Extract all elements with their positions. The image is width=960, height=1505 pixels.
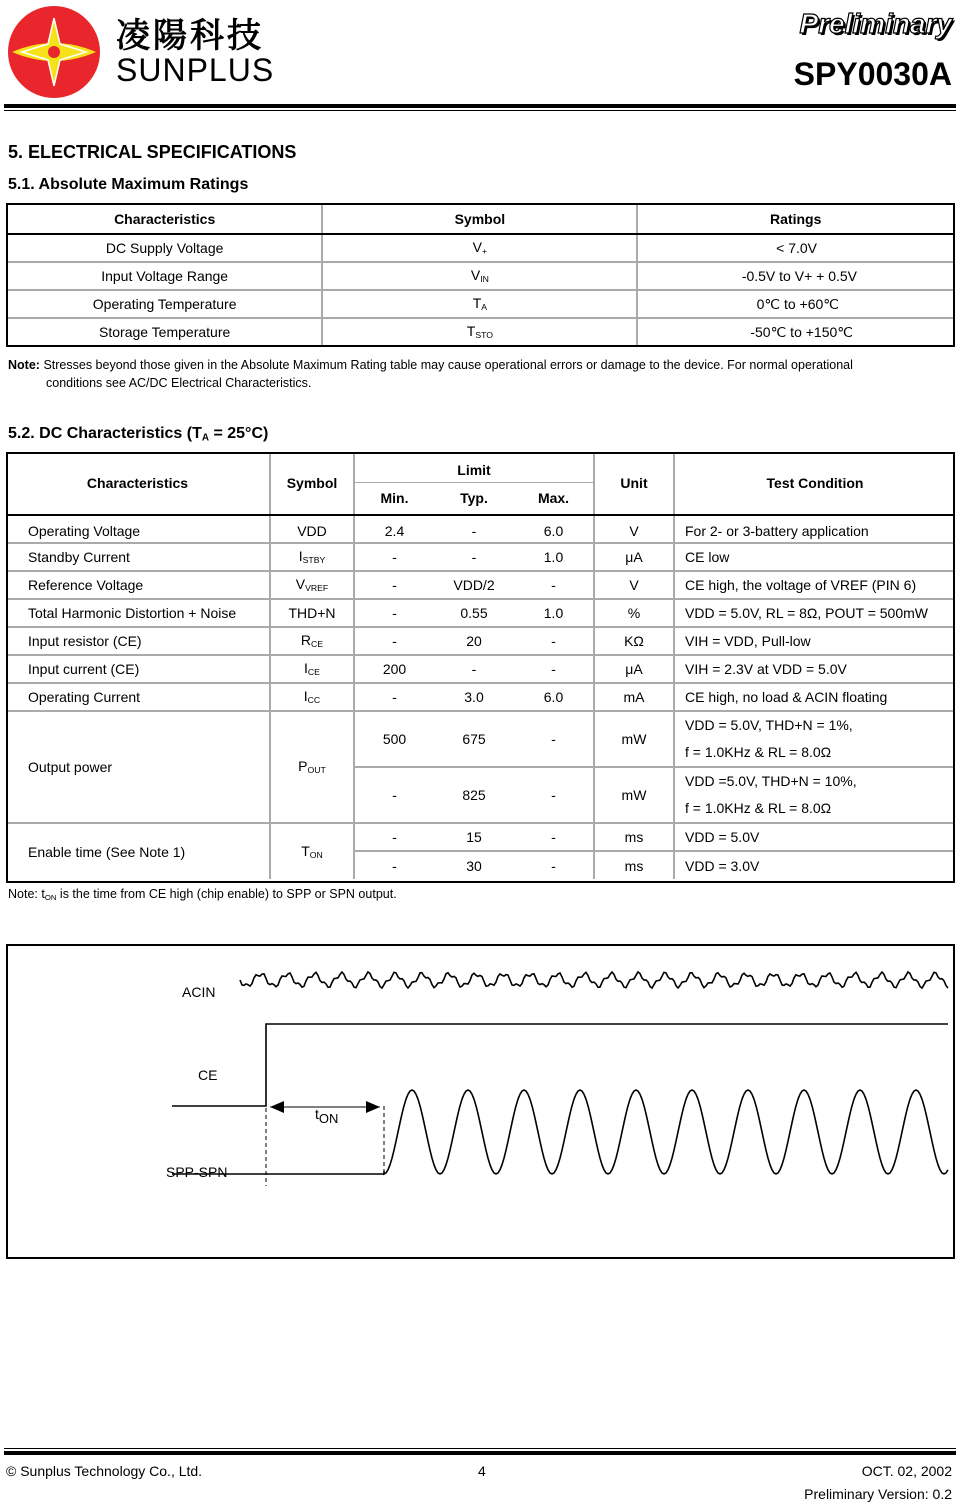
cell-typ: 3.0 <box>464 689 484 705</box>
cell-char: Input current (CE) <box>6 655 270 683</box>
cell-max: 6.0 <box>514 515 594 543</box>
table-row <box>7 290 954 318</box>
cell-unit: ms <box>594 851 674 879</box>
table-row <box>6 655 955 683</box>
company-name-chinese: 凌陽科技 <box>116 16 264 56</box>
cell-max: - <box>514 851 594 879</box>
cell-min: - <box>392 689 397 705</box>
cell-max: - <box>514 711 594 767</box>
cell-symbol: VDD <box>270 515 354 543</box>
cell-unit: % <box>594 599 674 627</box>
ton-arrow-right-icon <box>366 1101 380 1113</box>
note-absolute-max-cont: conditions see AC/DC Electrical Characteristics. <box>46 376 312 390</box>
cell-char: Enable time (See Note 1) <box>6 823 270 879</box>
header-max: Max. <box>514 482 594 515</box>
cell-condition: VDD =5.0V, THD+N = 10%, f = 1.0KHz & RL = 8.0Ω <box>685 773 857 816</box>
cell-symbol: $V_+$ <box>322 234 637 262</box>
table-header-row <box>6 452 955 482</box>
cell-char: Operating Voltage <box>6 515 270 543</box>
part-number: SPY0030A <box>793 56 952 92</box>
cell-rating: -50℃ to +150℃ <box>637 318 954 346</box>
cell-min: - <box>392 829 397 845</box>
dc-characteristics-table <box>6 452 955 879</box>
subsection-dc-characteristics: 5.2. DC Characteristics $(T_A = 25^\circ C)$ <box>8 425 269 444</box>
ce-waveform <box>172 1024 948 1106</box>
acin-waveform <box>240 972 948 988</box>
cell-typ: 30 <box>466 857 482 874</box>
cell-symbol: $P_{OUT}$ <box>270 711 354 823</box>
table-row <box>7 262 954 290</box>
cell-max: 6.0 <box>514 683 594 711</box>
cell-max: - <box>514 571 594 599</box>
cell-max: - <box>514 627 594 655</box>
subsection-absolute-max: 5.1. Absolute Maximum Ratings <box>8 176 249 193</box>
header-symbol: Symbol <box>270 452 354 515</box>
cell-char: Input resistor (CE) <box>6 627 270 655</box>
cell-condition: CE high, the voltage of VREF (PIN 6) <box>685 577 917 593</box>
cell-typ: VDD/2 <box>453 577 495 593</box>
table-row <box>7 318 954 346</box>
ton-label: $t_{ON}$ <box>315 1106 339 1126</box>
cell-char: Input Voltage Range <box>7 262 322 290</box>
company-name-english: SUNPLUS <box>116 52 275 88</box>
absolute-max-table <box>6 203 955 347</box>
note-absolute-max: Note: Stresses beyond those given in the Absolute Maximum Rating table may cause operational errors or damage to the device. For normal operational <box>8 358 853 372</box>
cell-typ: 20 <box>466 633 482 649</box>
table-row <box>6 823 955 851</box>
header-characteristics: Characteristics <box>6 452 270 515</box>
footer-date: OCT. 02, 2002 <box>861 1463 952 1479</box>
cell-unit: V <box>594 571 674 599</box>
header-symbol: Symbol <box>322 204 637 234</box>
cell-unit: ms <box>594 823 674 851</box>
timing-waveforms <box>8 946 953 1257</box>
cell-unit: μA <box>594 543 674 571</box>
cell-unit: mA <box>594 683 674 711</box>
cell-max: 1.0 <box>514 543 594 571</box>
cell-char: Output power <box>6 711 270 823</box>
table-row <box>6 711 955 767</box>
cell-condition: VDD = 5.0V, RL = 8Ω, POUT = 500mW <box>685 605 928 621</box>
table-row <box>6 627 955 655</box>
page-header <box>0 0 960 110</box>
header-unit: Unit <box>594 452 674 515</box>
header-limit: Limit <box>354 452 594 482</box>
footer-rule-thin <box>4 1448 956 1449</box>
cell-min: - <box>392 605 397 621</box>
cell-rating: -0.5V to V+ + 0.5V <box>637 262 954 290</box>
cell-rating: < 7.0V <box>637 234 954 262</box>
table-row <box>6 543 955 571</box>
footer-page-number: 4 <box>478 1463 486 1479</box>
cell-condition: VDD = 5.0V <box>685 829 760 845</box>
ce-label: CE <box>198 1067 218 1083</box>
cell-min: 500 <box>382 731 407 747</box>
header-rule-thick <box>4 104 956 108</box>
cell-symbol: $I_{CE}$ <box>270 655 354 683</box>
cell-max: - <box>514 823 594 851</box>
cell-typ: 825 <box>462 787 486 803</box>
header-rule-thin <box>4 110 956 111</box>
preliminary-label: Preliminary <box>799 8 952 39</box>
cell-unit: mW <box>594 711 674 767</box>
table-row <box>6 571 955 599</box>
footer-version: Preliminary Version: 0.2 <box>804 1486 952 1502</box>
cell-max: - <box>514 767 594 823</box>
cell-typ: 0.55 <box>460 605 488 621</box>
note-ton: Note: $t_{ON}$ is the time from CE high (chip enable) to SPP or SPN output. <box>8 887 397 902</box>
table-header-row <box>7 204 954 234</box>
cell-symbol: $T_{STO}$ <box>322 318 637 346</box>
cell-rating: 0℃ to +60℃ <box>637 290 954 318</box>
table-row <box>6 515 955 543</box>
cell-typ: - <box>471 549 477 565</box>
cell-char: Storage Temperature <box>7 318 322 346</box>
cell-char: Total Harmonic Distortion + Noise <box>6 599 270 627</box>
cell-unit: V <box>594 515 674 543</box>
section-title: 5. ELECTRICAL SPECIFICATIONS <box>8 142 297 162</box>
cell-min: - <box>392 787 397 803</box>
cell-min: - <box>392 549 397 565</box>
footer-rule-thick <box>4 1451 956 1455</box>
footer-copyright: © Sunplus Technology Co., Ltd. <box>6 1463 203 1479</box>
cell-min: - <box>392 577 397 593</box>
header-characteristics: Characteristics <box>7 204 322 234</box>
spp-spn-waveform <box>172 1090 948 1174</box>
table-row <box>7 234 954 262</box>
cell-min: 2.4 <box>384 523 405 539</box>
acin-label: ACIN <box>182 984 216 1000</box>
cell-symbol: $T_{ON}$ <box>270 823 354 879</box>
cell-condition: VDD = 3.0V <box>685 857 760 874</box>
cell-min: 200 <box>382 661 407 677</box>
cell-symbol: $T_A$ <box>322 290 637 318</box>
cell-symbol: $V_{IN}$ <box>322 262 637 290</box>
cell-symbol: THD+N <box>270 599 354 627</box>
cell-condition: CE low <box>685 549 730 565</box>
cell-unit: KΩ <box>594 627 674 655</box>
cell-min: - <box>392 633 397 649</box>
cell-char: Standby Current <box>6 543 270 571</box>
ton-arrow-left-icon <box>270 1101 284 1113</box>
cell-char: Operating Temperature <box>7 290 322 318</box>
header-ratings: Ratings <box>637 204 954 234</box>
cell-max: - <box>514 655 594 683</box>
sunplus-logo-icon <box>6 4 102 100</box>
cell-typ: - <box>471 661 477 677</box>
table-row <box>6 599 955 627</box>
cell-symbol: $I_{CC}$ <box>270 683 354 711</box>
cell-condition: VIH = 2.3V at VDD = 5.0V <box>685 661 847 677</box>
cell-typ: - <box>471 523 477 539</box>
cell-char: Reference Voltage <box>6 571 270 599</box>
cell-max: 1.0 <box>514 599 594 627</box>
cell-unit: mW <box>594 767 674 823</box>
cell-condition: CE high, no load & ACIN floating <box>685 689 888 705</box>
header-min: Min. <box>354 482 434 515</box>
cell-char: DC Supply Voltage <box>7 234 322 262</box>
cell-condition: For 2- or 3-battery application <box>685 523 869 539</box>
cell-typ: 15 <box>466 829 482 845</box>
cell-char: Operating Current <box>6 683 270 711</box>
cell-condition: VIH = VDD, Pull-low <box>685 633 811 649</box>
cell-typ: 675 <box>462 731 486 747</box>
header-test-condition: Test Condition <box>674 452 955 515</box>
table-row <box>6 683 955 711</box>
cell-symbol: $R_{CE}$ <box>270 627 354 655</box>
cell-condition: VDD = 5.0V, THD+N = 1%, f = 1.0KHz & RL = 8.0Ω <box>685 717 853 760</box>
cell-unit: μA <box>594 655 674 683</box>
header-typ: Typ. <box>434 482 514 515</box>
cell-symbol: $I_{STBY}$ <box>270 543 354 571</box>
timing-diagram <box>6 944 955 1259</box>
spp-spn-label: SPP-SPN <box>166 1164 228 1180</box>
cell-symbol: $V_{VREF}$ <box>270 571 354 599</box>
cell-min: - <box>392 857 397 874</box>
